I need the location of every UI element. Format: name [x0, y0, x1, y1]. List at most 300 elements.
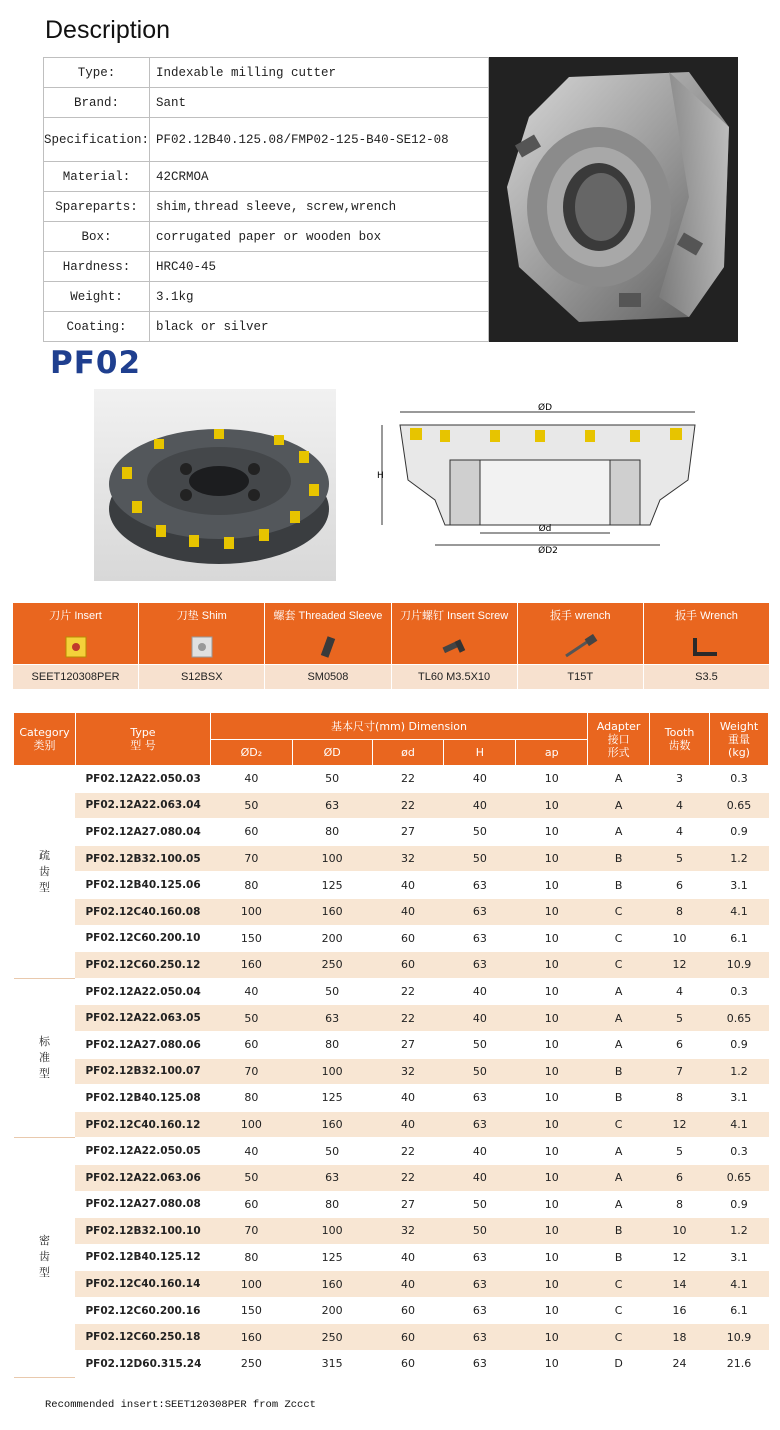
value-cell: B [588, 1085, 650, 1112]
value-cell: 40 [444, 1005, 516, 1032]
value-cell: 63 [292, 1005, 372, 1032]
value-cell: B [588, 1244, 650, 1271]
category-label: 标准型 [14, 978, 76, 1138]
value-cell: 10 [516, 819, 588, 846]
type-cell: PF02.12C60.200.16 [75, 1297, 210, 1324]
value-cell: 10 [516, 952, 588, 979]
value-cell: A [588, 1164, 650, 1191]
value-cell: 14 [650, 1271, 710, 1298]
value-cell: 10 [516, 978, 588, 1005]
spec-value: 42CRMOA [150, 162, 489, 192]
value-cell: 32 [372, 845, 444, 872]
value-cell: 40 [372, 1271, 444, 1298]
table-row [14, 766, 769, 793]
header-tooth: Tooth 齿数 [650, 713, 710, 766]
value-cell: 100 [292, 1218, 372, 1245]
value-cell: 4.1 [710, 1111, 769, 1138]
value-cell: 250 [210, 1351, 292, 1378]
value-cell: 40 [210, 766, 292, 793]
value-cell: 50 [444, 845, 516, 872]
value-cell: 63 [444, 1324, 516, 1351]
value-cell: 40 [372, 1111, 444, 1138]
type-cell: PF02.12C60.250.12 [75, 952, 210, 979]
value-cell: 160 [210, 1324, 292, 1351]
value-cell: 10.9 [710, 952, 769, 979]
value-cell: 160 [292, 1111, 372, 1138]
type-cell: PF02.12C60.250.18 [75, 1324, 210, 1351]
value-cell: 6.1 [710, 925, 769, 952]
table-row [14, 1297, 769, 1324]
value-cell: C [588, 1297, 650, 1324]
hex-wrench-icon [644, 630, 769, 664]
value-cell: 50 [210, 1164, 292, 1191]
table-row [14, 1111, 769, 1138]
spec-value: black or silver [150, 312, 489, 342]
value-cell: C [588, 952, 650, 979]
value-cell: 0.3 [710, 766, 769, 793]
value-cell: 4.1 [710, 1271, 769, 1298]
value-cell: 27 [372, 819, 444, 846]
value-cell: A [588, 1005, 650, 1032]
value-cell: B [588, 1058, 650, 1085]
value-cell: 40 [372, 1085, 444, 1112]
value-cell: C [588, 1271, 650, 1298]
value-cell: 250 [292, 952, 372, 979]
value-cell: 40 [210, 978, 292, 1005]
value-cell: 10 [650, 1218, 710, 1245]
value-cell: 10 [516, 1058, 588, 1085]
value-cell: A [588, 978, 650, 1005]
insert-icon [13, 630, 138, 664]
value-cell: 63 [444, 872, 516, 899]
value-cell: 315 [292, 1351, 372, 1378]
value-cell: 60 [210, 819, 292, 846]
value-cell: 8 [650, 1191, 710, 1218]
value-cell: 40 [210, 1138, 292, 1165]
value-cell: 100 [292, 845, 372, 872]
label-d: Ød [538, 524, 552, 534]
value-cell: 150 [210, 1297, 292, 1324]
value-cell: 10 [516, 1138, 588, 1165]
value-cell: 22 [372, 1164, 444, 1191]
type-cell: PF02.12A22.050.04 [75, 978, 210, 1005]
value-cell: 10 [516, 1297, 588, 1324]
value-cell: B [588, 872, 650, 899]
spec-value: PF02.12B40.125.08/FMP02-125-B40-SE12-08 [150, 118, 489, 162]
spec-value: shim,thread sleeve, screw,wrench [150, 192, 489, 222]
value-cell: A [588, 766, 650, 793]
value-cell: 0.65 [710, 1005, 769, 1032]
value-cell: 0.9 [710, 1191, 769, 1218]
label-D2: ØD2 [538, 546, 558, 556]
value-cell: 32 [372, 1058, 444, 1085]
value-cell: 5 [650, 845, 710, 872]
value-cell: A [588, 1138, 650, 1165]
accessory-heading: 扳手 Wrench [644, 603, 769, 630]
value-cell: 50 [444, 1031, 516, 1058]
value-cell: 100 [210, 1271, 292, 1298]
accessory-heading: 螺套 Threaded Sleeve [265, 603, 390, 630]
spec-table [43, 57, 489, 342]
value-cell: 63 [444, 1111, 516, 1138]
value-cell: 63 [444, 1297, 516, 1324]
table-row [14, 1244, 769, 1271]
spec-row [44, 162, 489, 192]
value-cell: 150 [210, 925, 292, 952]
value-cell: 63 [444, 925, 516, 952]
type-cell: PF02.12C40.160.12 [75, 1111, 210, 1138]
series-logo: PF02 [50, 345, 142, 381]
table-row [14, 1351, 769, 1378]
value-cell: 160 [292, 1271, 372, 1298]
type-cell: PF02.12B32.100.07 [75, 1058, 210, 1085]
value-cell: 125 [292, 872, 372, 899]
table-row [14, 792, 769, 819]
value-cell: 40 [372, 898, 444, 925]
value-cell: 10 [516, 1031, 588, 1058]
value-cell: 5 [650, 1138, 710, 1165]
type-cell: PF02.12A27.080.08 [75, 1191, 210, 1218]
label-D: ØD [537, 403, 553, 413]
accessory-heading: 刀片 Insert [13, 603, 138, 630]
table-row [14, 1058, 769, 1085]
spec-value: Indexable milling cutter [150, 58, 489, 88]
table-row [14, 872, 769, 899]
value-cell: 24 [650, 1351, 710, 1378]
value-cell: 70 [210, 845, 292, 872]
value-cell: 6 [650, 1031, 710, 1058]
value-cell: 10 [516, 1005, 588, 1032]
value-cell: 63 [444, 1244, 516, 1271]
value-cell: 125 [292, 1085, 372, 1112]
value-cell: A [588, 819, 650, 846]
table-row [14, 819, 769, 846]
value-cell: 27 [372, 1031, 444, 1058]
type-cell: PF02.12B40.125.08 [75, 1085, 210, 1112]
table-row [14, 1164, 769, 1191]
value-cell: C [588, 1111, 650, 1138]
value-cell: 10 [516, 872, 588, 899]
technical-drawing [370, 400, 720, 560]
value-cell: 10 [516, 1271, 588, 1298]
value-cell: 6 [650, 872, 710, 899]
value-cell: 12 [650, 1111, 710, 1138]
value-cell: 40 [444, 792, 516, 819]
spec-row [44, 118, 489, 162]
value-cell: 63 [444, 1085, 516, 1112]
value-cell: 50 [210, 792, 292, 819]
spec-key: Spareparts: [44, 192, 150, 222]
type-cell: PF02.12C40.160.08 [75, 898, 210, 925]
product-photo-cutter [489, 57, 738, 342]
value-cell: 10 [516, 1351, 588, 1378]
value-cell: B [588, 1218, 650, 1245]
spec-key: Specification: [44, 118, 150, 162]
value-cell: 1.2 [710, 1218, 769, 1245]
value-cell: 50 [292, 766, 372, 793]
header-d: ød [372, 740, 444, 766]
header-D2: ØD₂ [210, 740, 292, 766]
value-cell: 125 [292, 1244, 372, 1271]
header-adapter: Adapter 接口 形式 [588, 713, 650, 766]
value-cell: 3 [650, 766, 710, 793]
accessory-value: SM0508 [265, 664, 390, 689]
table-row [14, 1138, 769, 1165]
value-cell: 40 [372, 1244, 444, 1271]
accessory-value: S3.5 [644, 664, 769, 689]
value-cell: 5 [650, 1005, 710, 1032]
value-cell: 0.9 [710, 819, 769, 846]
value-cell: 60 [372, 1324, 444, 1351]
value-cell: 50 [444, 819, 516, 846]
value-cell: D [588, 1351, 650, 1378]
value-cell: 8 [650, 1085, 710, 1112]
type-cell: PF02.12A22.063.04 [75, 792, 210, 819]
table-row [14, 1085, 769, 1112]
accessory-heading: 扳手 wrench [518, 603, 643, 630]
type-cell: PF02.12C40.160.14 [75, 1271, 210, 1298]
spec-key: Brand: [44, 88, 150, 118]
type-cell: PF02.12A22.050.05 [75, 1138, 210, 1165]
spec-key: Material: [44, 162, 150, 192]
value-cell: 6 [650, 1164, 710, 1191]
value-cell: 0.65 [710, 792, 769, 819]
value-cell: C [588, 925, 650, 952]
value-cell: 4.1 [710, 898, 769, 925]
spec-value: corrugated paper or wooden box [150, 222, 489, 252]
type-cell: PF02.12B40.125.06 [75, 872, 210, 899]
value-cell: 10 [516, 792, 588, 819]
value-cell: 7 [650, 1058, 710, 1085]
table-row [14, 952, 769, 979]
value-cell: B [588, 845, 650, 872]
value-cell: C [588, 898, 650, 925]
table-row [14, 1271, 769, 1298]
spec-row [44, 312, 489, 342]
value-cell: 100 [210, 1111, 292, 1138]
value-cell: 80 [292, 1031, 372, 1058]
value-cell: 60 [372, 925, 444, 952]
product-photo-dark-cutter [94, 389, 336, 581]
type-cell: PF02.12B32.100.05 [75, 845, 210, 872]
value-cell: 160 [210, 952, 292, 979]
value-cell: 10 [516, 1111, 588, 1138]
value-cell: 10 [516, 1164, 588, 1191]
dimension-table [13, 712, 769, 1378]
value-cell: 0.9 [710, 1031, 769, 1058]
value-cell: 50 [444, 1191, 516, 1218]
value-cell: 60 [372, 1297, 444, 1324]
value-cell: 50 [210, 1005, 292, 1032]
accessory-column [644, 603, 769, 689]
value-cell: 3.1 [710, 1244, 769, 1271]
accessory-column [139, 603, 265, 689]
value-cell: 63 [292, 1164, 372, 1191]
value-cell: 3.1 [710, 872, 769, 899]
accessory-heading: 刀片螺钉 Insert Screw [392, 603, 517, 630]
value-cell: 10 [650, 925, 710, 952]
value-cell: 22 [372, 1005, 444, 1032]
table-row [14, 1191, 769, 1218]
spec-row [44, 282, 489, 312]
value-cell: 70 [210, 1058, 292, 1085]
value-cell: 4 [650, 819, 710, 846]
category-label: 疏齿型 [14, 766, 76, 979]
header-ap: ap [516, 740, 588, 766]
header-weight: Weight 重量 (kg) [710, 713, 769, 766]
header-dimension: 基本尺寸(mm) Dimension [210, 713, 587, 740]
header-type: Type 型 号 [75, 713, 210, 766]
accessory-heading: 刀垫 Shim [139, 603, 264, 630]
accessory-table [13, 603, 769, 689]
value-cell: 22 [372, 766, 444, 793]
spec-key: Hardness: [44, 252, 150, 282]
spec-key: Weight: [44, 282, 150, 312]
type-cell: PF02.12A22.050.03 [75, 766, 210, 793]
value-cell: 10.9 [710, 1324, 769, 1351]
value-cell: 63 [444, 1271, 516, 1298]
value-cell: 160 [292, 898, 372, 925]
accessory-column [392, 603, 518, 689]
value-cell: 80 [292, 1191, 372, 1218]
header-category: Category 类别 [14, 713, 76, 766]
value-cell: 22 [372, 1138, 444, 1165]
table-row [14, 1031, 769, 1058]
value-cell: 3.1 [710, 1085, 769, 1112]
value-cell: 10 [516, 925, 588, 952]
value-cell: 22 [372, 792, 444, 819]
label-H: H [377, 471, 384, 481]
value-cell: 60 [372, 1351, 444, 1378]
value-cell: 60 [210, 1031, 292, 1058]
screw-icon [392, 630, 517, 664]
spec-value: HRC40-45 [150, 252, 489, 282]
accessory-column [518, 603, 644, 689]
type-cell: PF02.12A27.080.06 [75, 1031, 210, 1058]
spec-row [44, 222, 489, 252]
value-cell: 60 [372, 952, 444, 979]
value-cell: C [588, 1324, 650, 1351]
value-cell: 80 [292, 819, 372, 846]
value-cell: 200 [292, 925, 372, 952]
footnote: Recommended insert:SEET120308PER from Zccct [45, 1399, 316, 1411]
page-heading: Description [45, 16, 171, 44]
spec-row [44, 58, 489, 88]
spec-value: Sant [150, 88, 489, 118]
accessory-value: SEET120308PER [13, 664, 138, 689]
value-cell: 200 [292, 1297, 372, 1324]
value-cell: 50 [292, 1138, 372, 1165]
spec-key: Type: [44, 58, 150, 88]
value-cell: 16 [650, 1297, 710, 1324]
value-cell: 63 [444, 1351, 516, 1378]
value-cell: 10 [516, 1191, 588, 1218]
value-cell: 0.3 [710, 978, 769, 1005]
value-cell: 10 [516, 898, 588, 925]
shim-icon [139, 630, 264, 664]
type-cell: PF02.12D60.315.24 [75, 1351, 210, 1378]
table-row [14, 1005, 769, 1032]
accessory-value: T15T [518, 664, 643, 689]
value-cell: 18 [650, 1324, 710, 1351]
value-cell: 70 [210, 1218, 292, 1245]
table-row [14, 1218, 769, 1245]
value-cell: 50 [444, 1058, 516, 1085]
value-cell: 63 [444, 898, 516, 925]
table-row [14, 845, 769, 872]
value-cell: 8 [650, 898, 710, 925]
value-cell: 6.1 [710, 1297, 769, 1324]
value-cell: 4 [650, 792, 710, 819]
value-cell: 1.2 [710, 1058, 769, 1085]
type-cell: PF02.12B40.125.12 [75, 1244, 210, 1271]
accessory-column [13, 603, 139, 689]
type-cell: PF02.12A22.063.06 [75, 1164, 210, 1191]
type-cell: PF02.12A27.080.04 [75, 819, 210, 846]
value-cell: 10 [516, 1324, 588, 1351]
value-cell: 12 [650, 1244, 710, 1271]
type-cell: PF02.12C60.200.10 [75, 925, 210, 952]
spec-row [44, 88, 489, 118]
value-cell: 40 [444, 1138, 516, 1165]
value-cell: A [588, 792, 650, 819]
value-cell: 50 [444, 1218, 516, 1245]
type-cell: PF02.12B32.100.10 [75, 1218, 210, 1245]
value-cell: 22 [372, 978, 444, 1005]
value-cell: 40 [444, 1164, 516, 1191]
torx-wrench-icon [518, 630, 643, 664]
table-row [14, 925, 769, 952]
sleeve-icon [265, 630, 390, 664]
value-cell: A [588, 1191, 650, 1218]
value-cell: 40 [444, 766, 516, 793]
value-cell: 40 [372, 872, 444, 899]
value-cell: 100 [210, 898, 292, 925]
value-cell: 0.65 [710, 1164, 769, 1191]
value-cell: A [588, 1031, 650, 1058]
header-H: H [444, 740, 516, 766]
value-cell: 63 [444, 952, 516, 979]
value-cell: 80 [210, 1244, 292, 1271]
value-cell: 60 [210, 1191, 292, 1218]
spec-value: 3.1kg [150, 282, 489, 312]
value-cell: 250 [292, 1324, 372, 1351]
accessory-value: S12BSX [139, 664, 264, 689]
value-cell: 10 [516, 845, 588, 872]
value-cell: 32 [372, 1218, 444, 1245]
accessory-value: TL60 M3.5X10 [392, 664, 517, 689]
value-cell: 100 [292, 1058, 372, 1085]
value-cell: 80 [210, 1085, 292, 1112]
spec-key: Box: [44, 222, 150, 252]
value-cell: 21.6 [710, 1351, 769, 1378]
spec-row [44, 252, 489, 282]
value-cell: 10 [516, 766, 588, 793]
header-D: ØD [292, 740, 372, 766]
table-row [14, 1324, 769, 1351]
value-cell: 50 [292, 978, 372, 1005]
spec-key: Coating: [44, 312, 150, 342]
value-cell: 63 [292, 792, 372, 819]
value-cell: 80 [210, 872, 292, 899]
value-cell: 0.3 [710, 1138, 769, 1165]
value-cell: 27 [372, 1191, 444, 1218]
value-cell: 10 [516, 1085, 588, 1112]
value-cell: 10 [516, 1244, 588, 1271]
value-cell: 10 [516, 1218, 588, 1245]
value-cell: 1.2 [710, 845, 769, 872]
category-label: 密齿型 [14, 1138, 76, 1377]
